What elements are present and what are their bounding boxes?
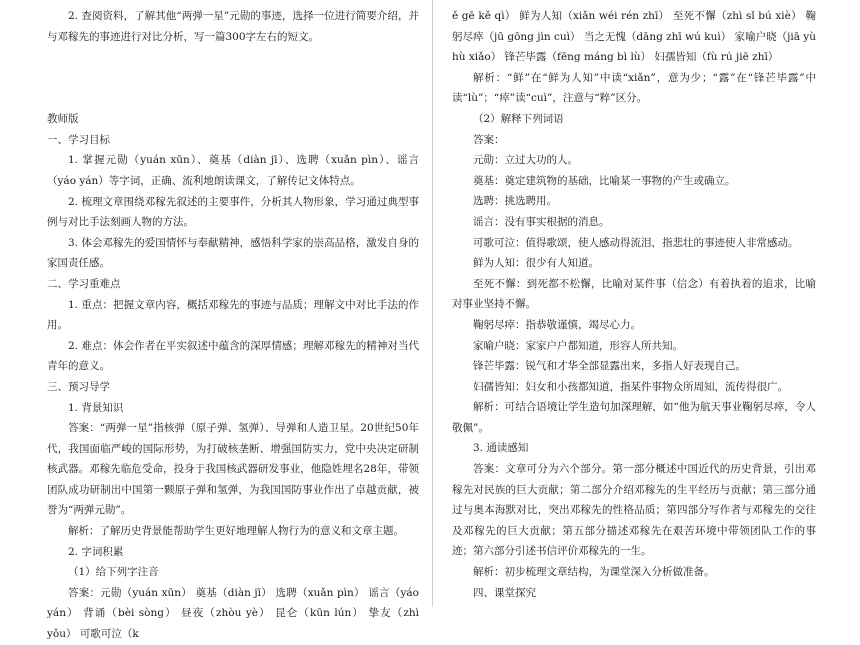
vocab-subtitle-definitions: （2）解释下列词语 <box>473 112 564 125</box>
definition-item: 鲜为人知：很少有人知道。 <box>473 257 599 270</box>
definitions-analysis: 解析：可结合语境让学生造句加深理解，如“他为航天事业鞠躬尽瘁，令人敬佩”。 <box>452 401 816 434</box>
definition-item: 元勋：立过大功的人。 <box>473 154 578 167</box>
definition-item: 至死不懈：到死都不松懈，比喻对某件事（信念）有着执着的追求，比喻对事业坚持不懈。 <box>452 277 816 311</box>
goal-2: 2. 梳理文章围绕邓稼先叙述的主要事件，分析其人物形象，学习通过典型事例与对比手法刻画人物的方法。 <box>47 195 419 229</box>
definition-item: 选聘：挑选聘用。 <box>473 195 557 208</box>
section-heading-exploration: 四、课堂探究 <box>473 586 536 599</box>
definition-item: 锋芒毕露：锐气和才华全部显露出来，多指人好表现自己。 <box>473 360 746 373</box>
section-heading-preview: 三、预习导学 <box>47 380 110 393</box>
goal-1: 1. 掌握元勋（yuán xūn）、奠基（diàn jī）、选聘（xuǎn pìn）、谣言（yáo yán）等字词，正确、流利地朗读课文，了解传记文体特点。 <box>47 154 419 187</box>
definition-item: 谣言：没有事实根据的消息。 <box>473 215 610 228</box>
right-column <box>452 6 816 603</box>
vocab-pinyin-analysis: 解析：“鲜”在“鲜为人知”中读“xiǎn”，意为少；“露”在“锋芒毕露”中读“lù”；“瘁”读“cuì”，注意与“粹”区分。 <box>452 71 816 105</box>
reading-answer: 答案：文章可分为六个部分。第一部分概述中国近代的历史背景，引出邓稼先对民族的巨大贡献；第二部分介绍邓稼先的生平经历与贡献；第三部分通过与奥本海默对比，突出邓稼先的性格品质；第四部分写作者与邓稼先的交往及邓稼先的巨大贡献；第五部分描述邓稼先在艰苦环境中带领团队工作的事迹；第六部分引述书信评价邓稼先的一生。 <box>452 463 816 558</box>
section-heading-key-points: 二、学习重难点 <box>47 277 121 290</box>
definitions-answer-label: 答案： <box>473 133 505 146</box>
vocab-pinyin-answer: 答案：元勋（yuán xūn） 奠基（diàn jī） 选聘（xuǎn pìn） 谣言（yáo yán） 背诵（bèi sòng） 昼夜（zhòu yè） 昆仑（kūn lún） 挚友（zhì yǒu） 可歌可泣（k <box>47 586 419 641</box>
vocab-pinyin-continued: ě gē kě qì） 鲜为人知（xiǎn wéi rén zhī） 至死不懈（zhì sǐ bú xiè） 鞠躬尽瘁（jū gōng jìn cuì） 当之无愧（dāng zhī wú kuì） 家喻户晓（jiā yù hù xiǎo） 锋芒毕露（fēng máng bì lù） 妇孺皆知（fù rú jiē zhī） <box>452 10 816 64</box>
key-point-1: 1. 重点：把握文章内容，概括邓稼先的事迹与品质；理解文中对比手法的作用。 <box>47 298 419 332</box>
section-heading-goals: 一、学习目标 <box>47 133 110 146</box>
definition-item: 家喻户晓：家家户户都知道，形容人所共知。 <box>473 339 683 352</box>
key-point-2: 2. 难点：体会作者在平实叙述中蕴含的深厚情感；理解邓稼先的精神对当代青年的意义。 <box>47 339 419 373</box>
definition-item: 妇孺皆知：妇女和小孩都知道，指某件事物众所周知，流传得很广。 <box>473 380 788 393</box>
vocab-subtitle-pinyin: （1）给下列字注音 <box>68 566 159 579</box>
background-analysis: 解析：了解历史背景能帮助学生更好地理解人物行为的意义和文章主题。 <box>68 525 404 538</box>
edition-label: 教师版 <box>47 113 79 126</box>
goal-3: 3. 体会邓稼先的爱国情怀与奉献精神，感悟科学家的崇高品格，激发自身的家国责任感。 <box>47 236 419 270</box>
reading-analysis: 解析：初步梳理文章结构，为课堂深入分析做准备。 <box>473 566 715 579</box>
background-answer: 答案：“两弹一星”指核弹（原子弹、氢弹）、导弹和人造卫星。20世纪50年代，我国面临严峻的国际形势，为打破核垄断、增强国防实力，党中央决定研制核武器。邓稼先临危受命，投身于我国核武器研发事业，他隐姓埋名28年，带领团队成功研制出中国第一颗原子弹和氢弹，为我国国防事业作出了卓越贡献，被誉为“两弹元勋”。 <box>47 422 419 517</box>
vocab-title: 2. 字词积累 <box>68 545 124 558</box>
definition-item: 可歌可泣：值得歌颂，使人感动得流泪，指悲壮的事迹使人非常感动。 <box>473 236 799 249</box>
reading-title: 3. 通读感知 <box>473 442 529 455</box>
blank-gap <box>47 47 419 109</box>
left-column <box>47 6 419 645</box>
definition-item: 鞠躬尽瘁：指恭敬谨慎，竭尽心力。 <box>473 318 641 331</box>
column-divider <box>432 0 433 607</box>
background-title: 1. 背景知识 <box>68 401 124 414</box>
homework-task-2: 2. 查阅资料，了解其他“两弹一星”元勋的事迹，选择一位进行简要介绍，并与邓稼先的事迹进行对比分析，写一篇300字左右的短文。 <box>47 10 419 43</box>
definition-item: 奠基：奠定建筑物的基础，比喻某一事物的产生或确立。 <box>473 174 736 187</box>
